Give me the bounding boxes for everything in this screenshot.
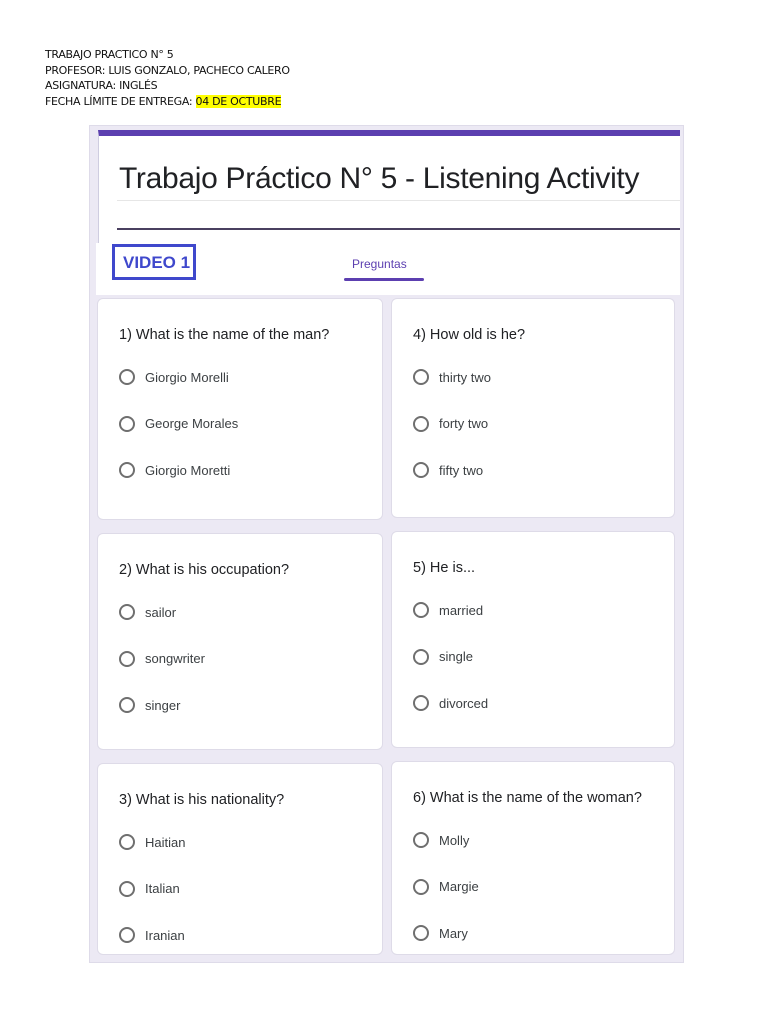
radio-option[interactable] [119,651,205,667]
question-card [97,298,383,520]
option-label: George Morales [145,416,239,431]
option-label: Mary [439,925,468,941]
section-label-box: VIDEO 1 [112,244,196,280]
question-card [97,533,383,750]
active-tab-indicator [344,278,424,281]
radio-option[interactable] [413,416,488,432]
tab-bar [96,243,680,295]
radio-button-icon[interactable] [413,695,429,711]
option-label: Haitian [145,834,186,850]
radio-option[interactable] [119,834,185,850]
option-label: Margie [439,879,479,894]
option-label: single [439,649,473,664]
question-card [391,761,675,955]
option-label: Giorgio Moretti [145,462,231,478]
radio-button-icon[interactable] [413,369,429,385]
radio-button-icon[interactable] [119,604,135,620]
question-card [391,531,675,748]
radio-button-icon[interactable] [119,697,135,713]
question-text: 5) He is... [413,560,476,576]
radio-button-icon[interactable] [413,602,429,618]
radio-option[interactable] [119,927,185,943]
radio-option[interactable] [119,604,176,620]
radio-button-icon[interactable] [413,832,429,848]
radio-option[interactable] [119,881,180,897]
document-header [45,47,290,109]
option-label: thirty two [439,369,492,385]
tab-preguntas[interactable]: Preguntas [352,257,407,271]
radio-button-icon[interactable] [119,369,135,385]
option-label: songwriter [145,651,205,666]
option-label: singer [145,697,181,713]
deadline-value: 04 DE OCTUBRE [195,94,282,108]
header-line-teacher: PROFESOR: LUIS GONZALO, PACHECO CALERO [45,63,290,77]
question-text: 4) How old is he? [413,327,526,343]
question-text: 2) What is his occupation? [119,562,290,578]
radio-button-icon[interactable] [413,462,429,478]
radio-option[interactable] [119,416,238,432]
radio-option[interactable] [413,879,479,895]
option-label: Molly [439,832,470,848]
header-line-title: TRABAJO PRACTICO N° 5 [45,48,174,61]
option-label: married [439,602,484,618]
option-label: sailor [145,604,177,620]
radio-option[interactable] [119,697,180,713]
radio-option[interactable] [413,602,483,618]
radio-button-icon[interactable] [413,879,429,895]
question-text: 1) What is the name of the man? [119,327,330,343]
radio-button-icon[interactable] [119,834,135,850]
option-label: Giorgio Morelli [145,369,229,385]
radio-button-icon[interactable] [119,927,135,943]
radio-button-icon[interactable] [119,416,135,432]
radio-button-icon[interactable] [119,881,135,897]
option-label: Iranian [145,927,185,943]
deadline-label: FECHA LÍMITE DE ENTREGA: [45,94,196,108]
form-header-card [98,130,680,243]
radio-button-icon[interactable] [119,651,135,667]
radio-option[interactable] [119,369,229,385]
question-card [391,298,675,518]
radio-option[interactable] [413,695,488,711]
radio-option[interactable] [413,649,473,665]
header-line-deadline [45,94,290,110]
radio-button-icon[interactable] [413,925,429,941]
option-label: Italian [145,881,180,896]
radio-option[interactable] [413,462,483,478]
radio-option[interactable] [413,369,491,385]
radio-button-icon[interactable] [413,649,429,665]
radio-option[interactable] [413,832,469,848]
option-label: fifty two [439,462,484,478]
header-line-subject: ASIGNATURA: INGLÉS [45,79,158,92]
question-card [97,763,383,955]
radio-button-icon[interactable] [413,416,429,432]
divider [117,200,680,201]
option-label: forty two [439,416,489,431]
form-title: Trabajo Práctico N° 5 - Listening Activity [119,162,640,195]
radio-option[interactable] [413,925,468,941]
radio-option[interactable] [119,462,230,478]
description-field-underline [117,228,680,230]
question-text: 6) What is the name of the woman? [413,790,642,806]
option-label: divorced [439,695,489,711]
radio-button-icon[interactable] [119,462,135,478]
question-text: 3) What is his nationality? [119,792,285,808]
